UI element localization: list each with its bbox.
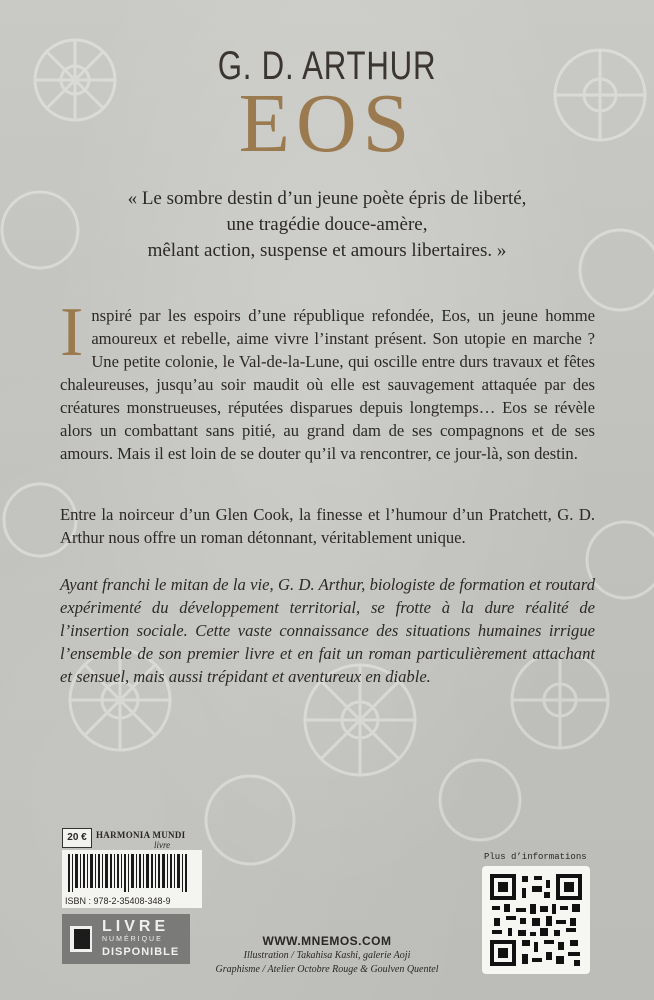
barcode-icon: [62, 850, 202, 894]
synopsis-paragraph: [60, 294, 595, 465]
book-title: EOS: [238, 77, 416, 170]
illustration-credit: Illustration / Takahisa Kashi, galerie Aoji: [243, 950, 411, 961]
distributor-sub: livre: [154, 840, 171, 850]
badge-line-2: NUMÉRIQUE: [102, 936, 163, 943]
quote-line: mêlant action, suspense et amours libertaires. »: [147, 240, 507, 261]
design-credit: Graphisme / Atelier Octobre Rouge & Goulven Quentel: [215, 964, 439, 975]
comparison-paragraph: Entre la noirceur d’un Glen Cook, la finesse et l’humour d’un Pratchett, G. D. Arthur nous offre un roman détonnant, véritablement unique.: [60, 505, 595, 547]
qr-code-icon: [490, 874, 582, 966]
quote-line: « Le sombre destin d’un jeune poète épris de liberté,: [127, 188, 527, 209]
publisher-website[interactable]: WWW.MNEMOS.COM: [262, 934, 392, 948]
distributor-name: HARMONIA MUNDI: [96, 830, 186, 840]
qr-label: Plus d’informations: [484, 852, 587, 862]
price-tag: 20 €: [62, 828, 92, 848]
author-bio-paragraph: Ayant franchi le mitan de la vie, G. D. Arthur, biologiste de formation et routard expérimenté du développement territorial, se frotte à la dure réalité de l’insertion sociale. Cette vaste connaissance des situations humaines irrigue l’ensemble de son premier livre et en fait un roman particulièrement attachant et sensuel, mais aussi trépidant et aventureux en diable.: [60, 575, 595, 686]
isbn-number: ISBN : 978-2-35408-348-9: [62, 894, 202, 908]
tagline-quote: [60, 186, 594, 264]
badge-line-3: DISPONIBLE: [102, 946, 180, 958]
quote-line: une tragédie douce-amère,: [226, 214, 428, 235]
badge-line-1: LIVRE: [102, 918, 170, 935]
synopsis-text: nspiré par les espoirs d’une république refondée, Eos, un jeune homme amoureux et rebelle, aime vivre l’instant présent. Son utopie en marche ? Une petite colonie, le Val-de-la-Lune, qui oscille entre durs travaux et fêtes chaleureuses, jusqu’au soir maudit où elle est sauvagement attaquée par des créatures monstrueuses, réputées disparues depuis longtemps… Eos se révèle alors un combattant sans pitié, au grand dam de ses compagnons et de ses amours. Mais il est loin de se douter qu’il va rencontrer, ce jour-là, son destin.: [60, 306, 595, 463]
qr-code[interactable]: [482, 866, 590, 974]
drop-cap: I: [60, 294, 84, 371]
author-name: G. D. ARTHUR: [217, 44, 437, 88]
